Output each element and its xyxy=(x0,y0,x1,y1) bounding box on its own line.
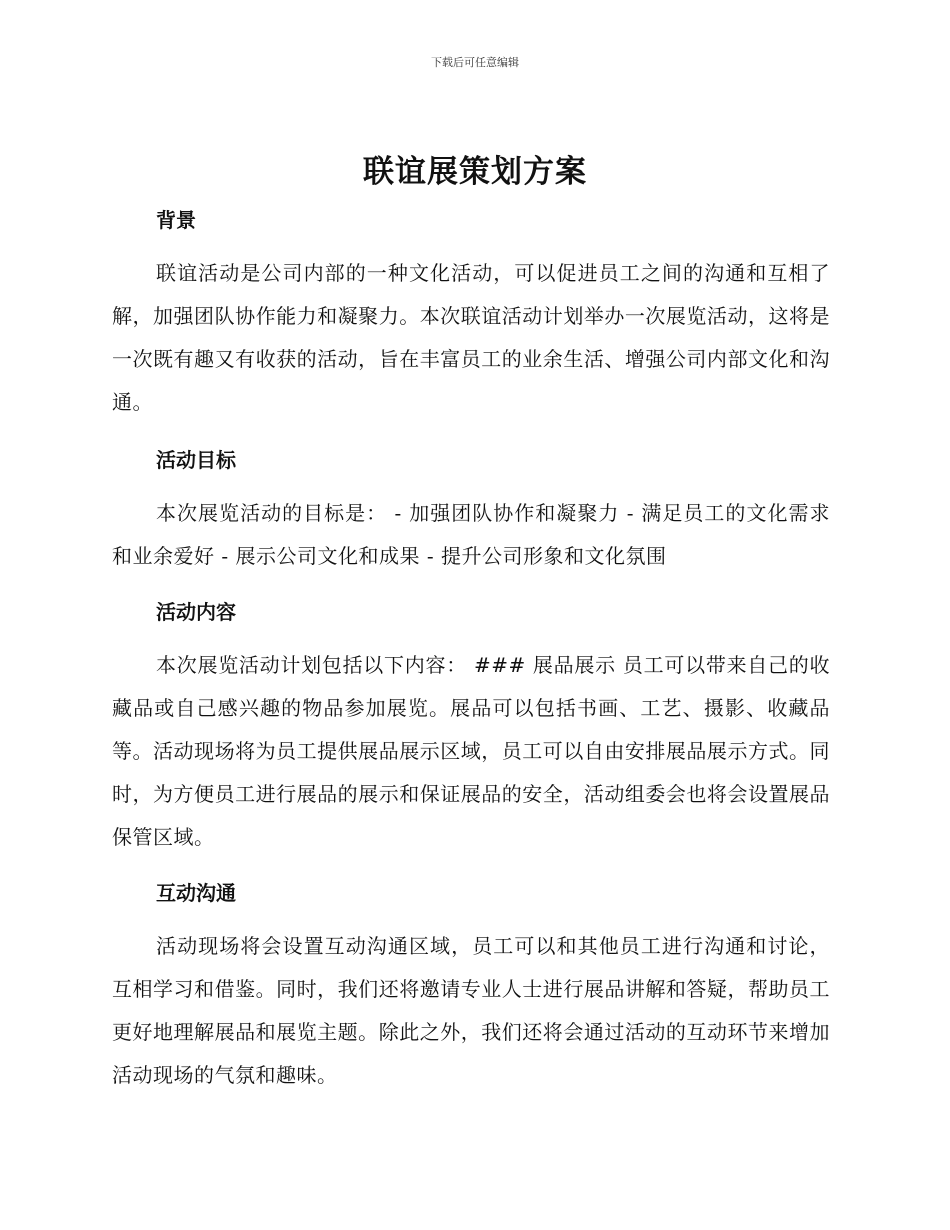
header-note: 下载后可任意编辑 xyxy=(431,56,519,69)
section-heading-content: 活动内容 xyxy=(156,600,236,624)
section-heading-interaction: 互动沟通 xyxy=(156,881,236,905)
section-paragraph-interaction: 活动现场将会设置互动沟通区域，员工可以和其他员工进行沟通和讨论，互相学习和借鉴。同时，我们还将邀请专业人士进行展品讲解和答疑，帮助员工更好地理解展品和展览主题。除此之外，我们还将会通过活动的互动环节来增加活动现场的气氛和趣味。 xyxy=(112,934,830,1087)
section-paragraph-content: 本次展览活动计划包括以下内容： ### 展品展示 员工可以带来自己的收藏品或自己感兴趣的物品参加展览。展品可以包括书画、工艺、摄影、收藏品等。活动现场将为员工提供展品展示区域，员工可以自由安排展品展示方式。同时，为方便员工进行展品的展示和保证展品的安全，活动组委会也将会设置展品保管区域。 xyxy=(112,653,830,849)
document-title: 联谊展策划方案 xyxy=(363,154,587,190)
section-heading-goals: 活动目标 xyxy=(156,448,236,472)
section-paragraph-background: 联谊活动是公司内部的一种文化活动，可以促进员工之间的沟通和互相了解，加强团队协作能力和凝聚力。本次联谊活动计划举办一次展览活动，这将是一次既有趣又有收获的活动，旨在丰富员工的业余生活、增强公司内部文化和沟通。 xyxy=(112,261,830,414)
document-body xyxy=(112,200,830,1097)
section-heading-background: 背景 xyxy=(156,208,196,232)
section-paragraph-goals: 本次展览活动的目标是： - 加强团队协作和凝聚力 - 满足员工的文化需求和业余爱好 - 展示公司文化和成果 - 提升公司形象和文化氛围 xyxy=(112,501,830,568)
